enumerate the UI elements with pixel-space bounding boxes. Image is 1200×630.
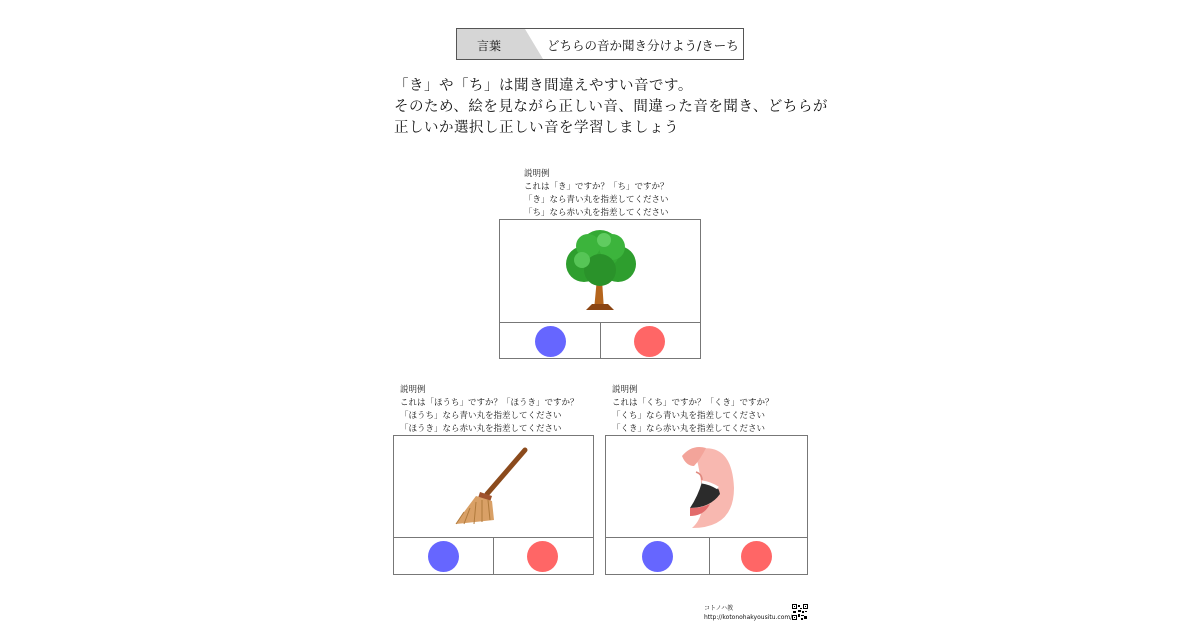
category-label: 言葉	[477, 39, 502, 53]
intro-line: そのため、絵を見ながら正しい音、間違った音を聞き、どちらが	[394, 99, 828, 115]
answer-divider	[600, 323, 601, 358]
worksheet-title: どちらの音か聞き分けよう/きーち	[547, 38, 739, 53]
card-broom	[393, 435, 594, 575]
example-title: 説明例	[400, 385, 426, 395]
intro-line: 正しいか選択し正しい音を学習しましょう	[394, 120, 679, 136]
picture-area	[500, 220, 700, 323]
answer-divider	[709, 538, 710, 574]
example-title: 説明例	[612, 385, 638, 395]
qr-code-icon	[792, 604, 808, 620]
red-answer-circle[interactable]	[527, 541, 558, 572]
example-text-tree	[524, 168, 669, 220]
worksheet-header	[456, 28, 744, 60]
intro-line: 「き」や「ち」は聞き間違えやすい音です。	[394, 78, 693, 94]
example-text-mouth	[612, 384, 774, 436]
blue-answer-circle[interactable]	[642, 541, 673, 572]
blue-answer-circle[interactable]	[535, 326, 566, 357]
example-text-broom	[400, 384, 579, 436]
blue-answer-circle[interactable]	[428, 541, 459, 572]
footer	[704, 604, 792, 622]
picture-area	[394, 436, 593, 538]
example-line: 「くち」なら青い丸を指差してください	[612, 411, 766, 421]
broom-icon	[394, 436, 593, 537]
card-tree	[499, 219, 701, 359]
example-line: 「ほうき」なら赤い丸を指差してください	[400, 424, 562, 434]
example-line: これは「き」ですか？「ち」ですか？	[524, 182, 669, 192]
mouth-icon	[606, 436, 807, 537]
example-line: これは「ほうち」ですか？「ほうき」ですか？	[400, 398, 579, 408]
example-line: 「き」なら青い丸を指差してください	[524, 195, 669, 205]
tree-icon	[500, 220, 700, 322]
example-line: 「ほうち」なら青い丸を指差してください	[400, 411, 562, 421]
example-line: これは「くち」ですか？「くき」ですか？	[612, 398, 774, 408]
footer-brand: コトノハ教	[704, 605, 734, 612]
example-title: 説明例	[524, 169, 550, 179]
example-line: 「ち」なら赤い丸を指差してください	[524, 208, 669, 218]
intro-text	[394, 76, 828, 139]
card-mouth	[605, 435, 808, 575]
red-answer-circle[interactable]	[741, 541, 772, 572]
footer-url[interactable]: http://kotonohakyousitu.com/	[704, 614, 793, 621]
example-line: 「くき」なら赤い丸を指差してください	[612, 424, 766, 434]
picture-area	[606, 436, 807, 538]
red-answer-circle[interactable]	[634, 326, 665, 357]
answer-divider	[493, 538, 494, 574]
